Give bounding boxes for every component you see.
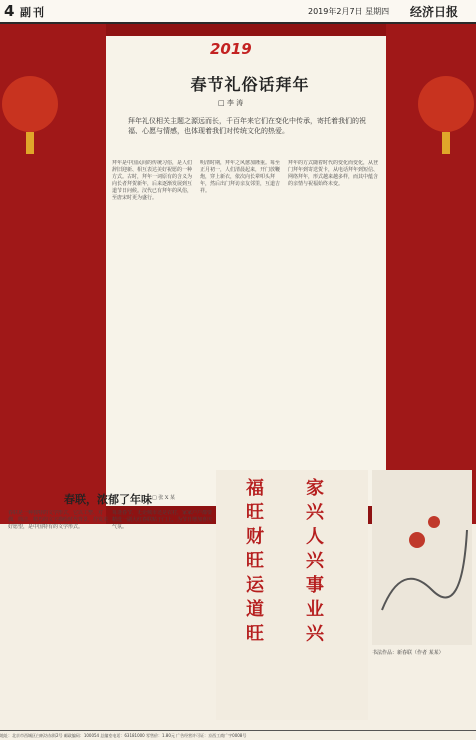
article2-headline: 春联，浓郁了年味 [64, 493, 152, 506]
subtitle: 拜年礼仪相关主题之源远而长，千百年来它们在变化中传承，寄托着我们的祝福、心愿与情感，也体现着我们对传统文化的热爱。 [128, 117, 366, 135]
issue-date: 2019年2月7日 星期四 [308, 7, 390, 16]
lantern-icon [2, 76, 58, 132]
year-badge: 2019 [210, 40, 252, 58]
page-footer: 地址：北京市西城区白纸坊东街2号 邮政编码：100054 总编室电话：63181000 零售价：1.80元 广告经营许可证：京西工商广字0008号 [0, 730, 476, 740]
section-title: 副刊 [20, 6, 46, 19]
article2-col2: 每逢春节，无论城市还是农村，家家户户都要精选一副大红春联贴于门上，为节日增加喜庆气氛。 [112, 510, 212, 530]
article2-col1: 春联是一种独特的文学形式，它以工整、对偶、简洁、精巧的文字描绘时代背景，抒发美好愿望，是中国特有的文学形式。 [8, 510, 108, 530]
masthead [0, 0, 476, 24]
ink-painting [372, 470, 472, 645]
lantern-icon [418, 76, 474, 132]
article2-byline: □ 张 X 某 [152, 495, 176, 501]
newspaper-logo: 经济日报 [410, 5, 459, 19]
article1-col3: 拜年的方式随着时代的变化而变化，从登门拜年到寄送贺卡，从电话拜年到短信、网络拜年，形式越来越多样，而其中蕴含的亲情与祝福始终未变。 [288, 160, 378, 187]
calligraphy-right: 家 兴 人 兴 事 业 兴 [303, 478, 324, 642]
calligraphy-couplet [216, 470, 368, 720]
artwork-caption: 书法作品：新春联（作者 某某） [372, 650, 444, 656]
main-byline: □ 李 涛 [218, 99, 244, 107]
main-headline: 春节礼俗话拜年 [190, 75, 310, 94]
article1-col1: 拜年是中国民间的传统习俗，是人们辞旧迎新、相互表达美好祝愿的一种方式。古时，拜年一词原有的含义为向长者拜贺新年，后来逐渐发展到互道节日问候。汉代已有拜年的风俗，至唐宋时更为盛行。 [112, 160, 193, 201]
page-number: 4 [4, 2, 15, 20]
calligraphy-left: 福 旺 财 旺 运 道 旺 [243, 478, 264, 642]
article1-col2: 明清时期，拜年之风愈加隆重。每至正月初一，人们清晨起来，开门放鞭炮，穿上新衣，依次向长辈叩头拜年，然后出门拜访亲友邻里，互道吉祥。 [200, 160, 281, 194]
